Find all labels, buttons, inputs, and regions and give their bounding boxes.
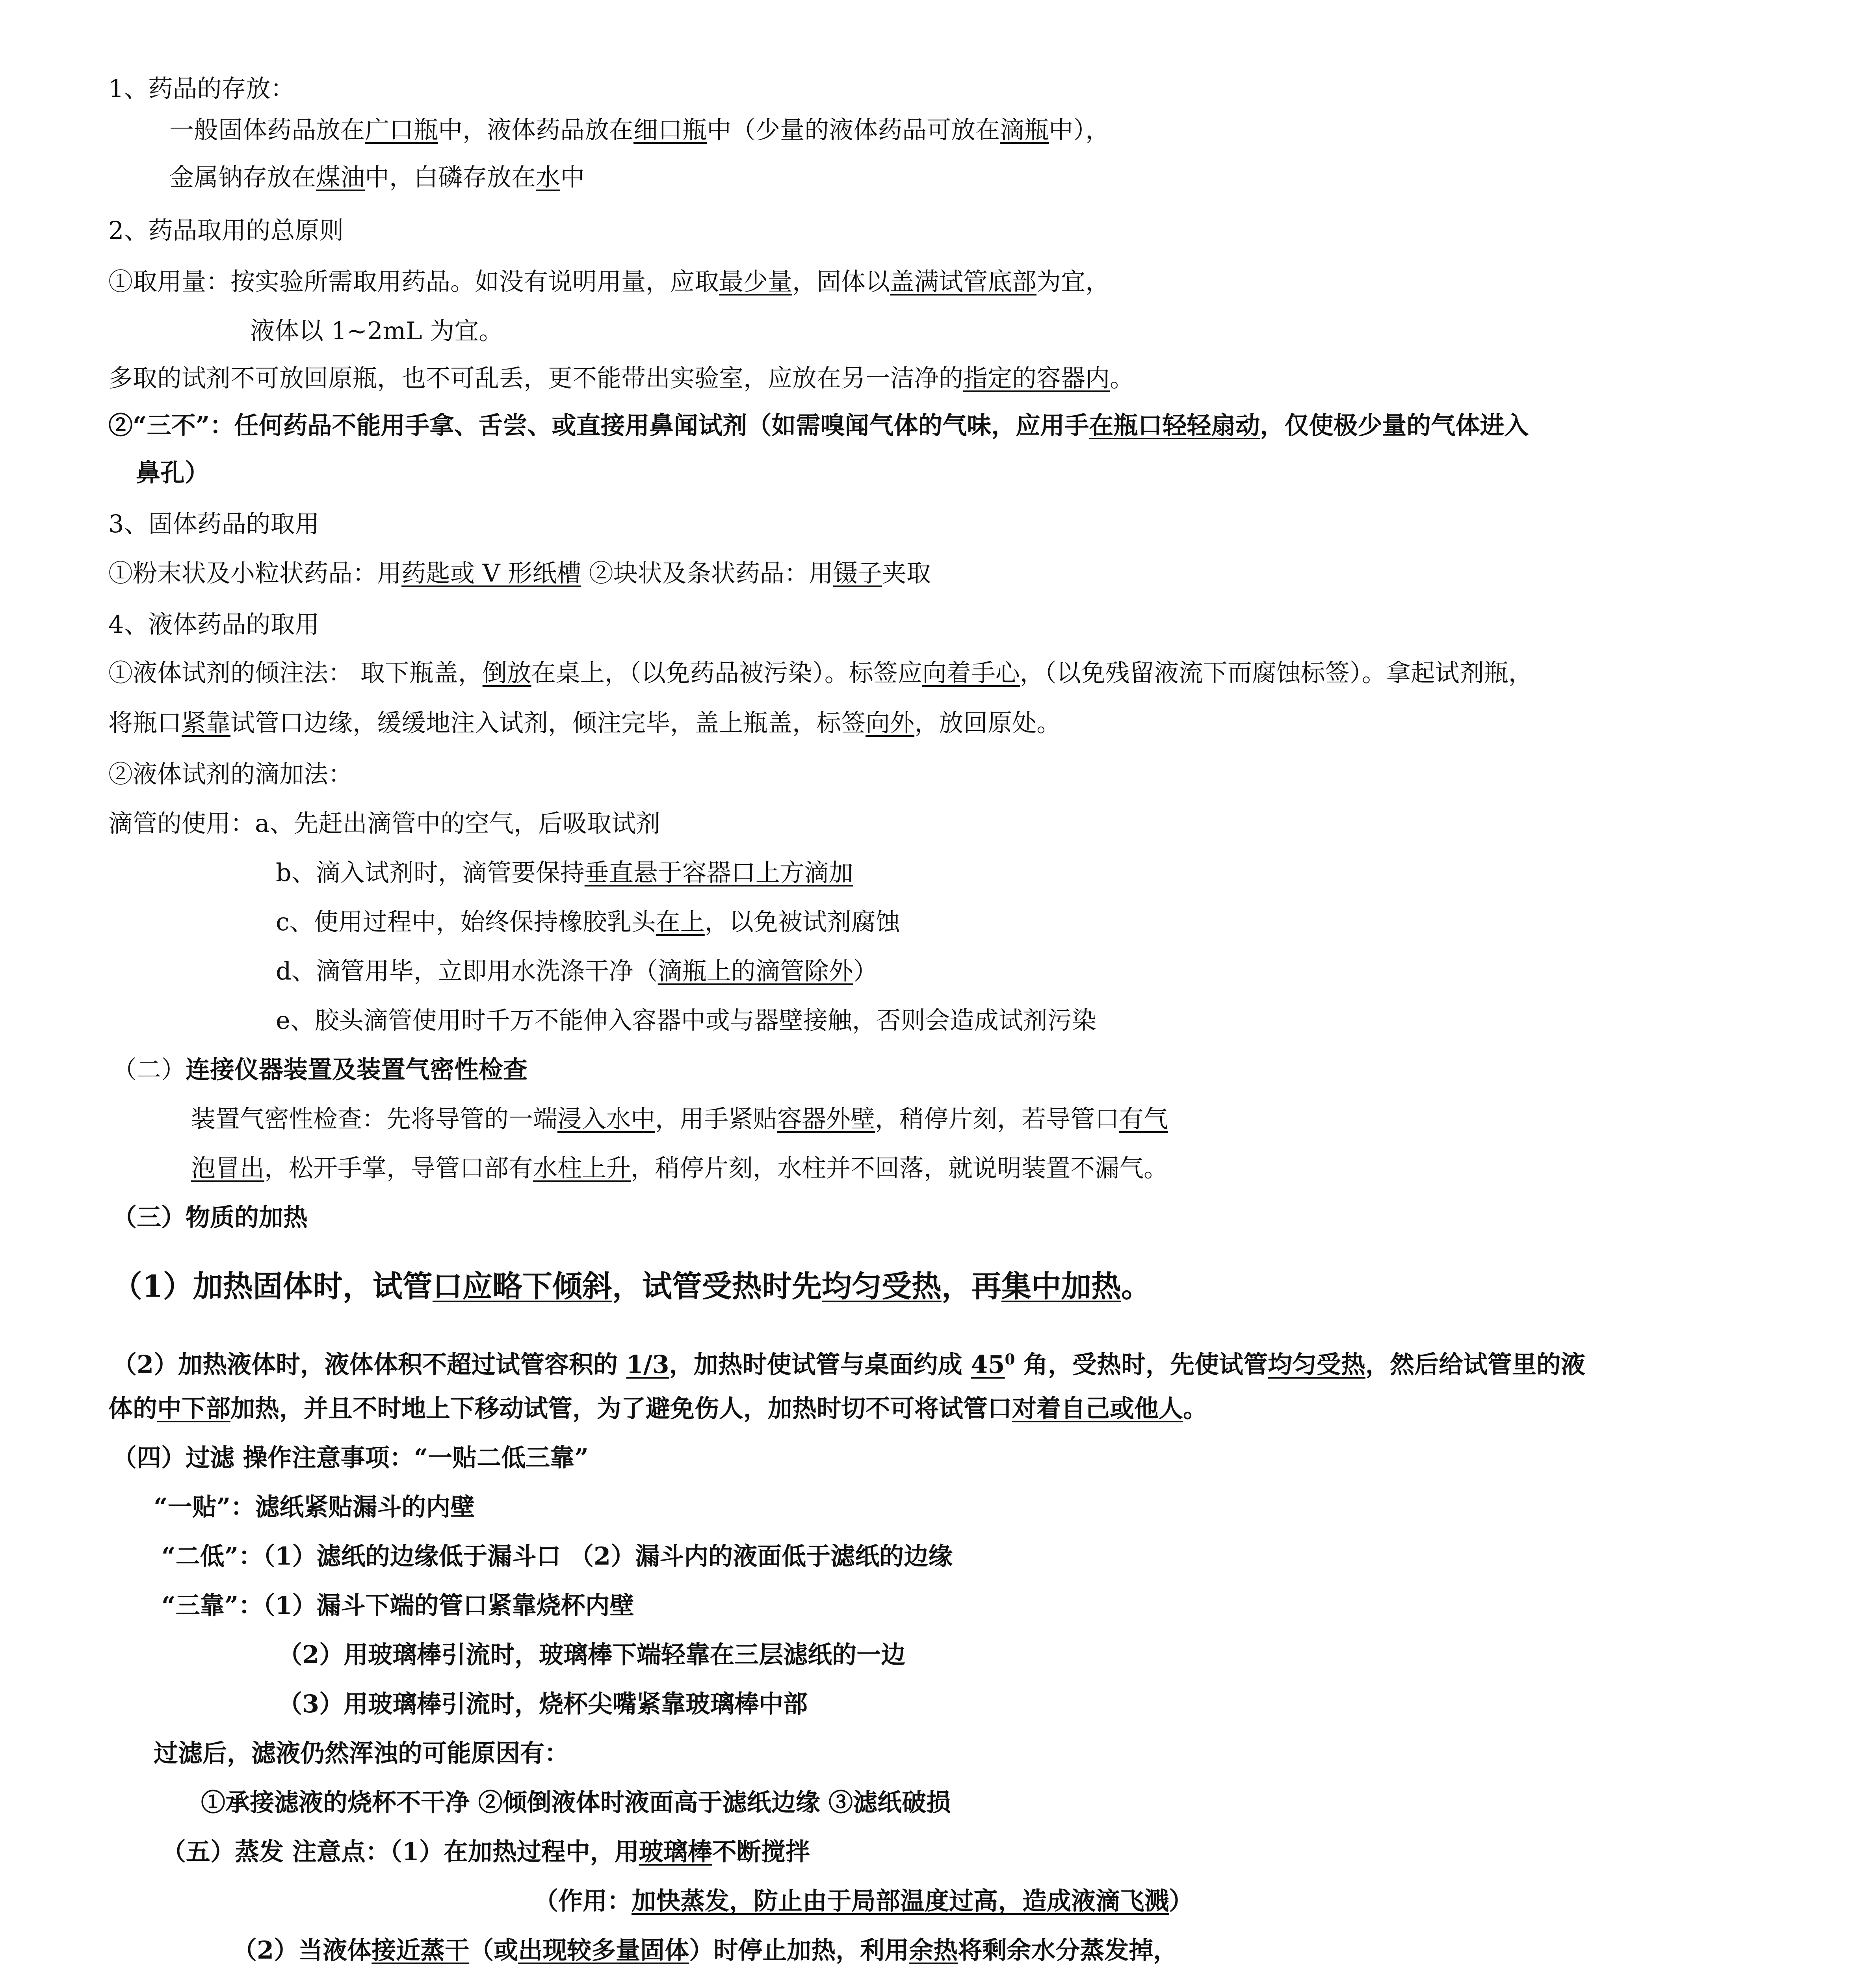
text-line — [162, 1590, 634, 1621]
text-line — [108, 215, 344, 246]
text-segment: ，松开手掌，导管口部有 — [264, 1154, 533, 1182]
text-segment: 中，液体药品放在 — [438, 115, 634, 144]
text-line — [108, 73, 295, 104]
underlined-key-term: 向外 — [866, 708, 915, 737]
text-segment: ） — [1169, 1886, 1194, 1915]
text-line — [278, 1688, 808, 1720]
underlined-key-term: 玻璃棒 — [639, 1837, 712, 1866]
text-segment: 角，受热时，先使试管 — [1015, 1350, 1268, 1379]
text-line — [108, 808, 660, 839]
underlined-key-term: 出现较多量固体 — [518, 1936, 689, 1964]
underlined-key-term: 镊子 — [833, 559, 882, 587]
underlined-key-term: 紧靠 — [182, 708, 231, 737]
text-segment: （四）过滤 操作注意事项：“一贴二低三靠” — [112, 1443, 589, 1472]
text-segment: 中（少量的液体药品可放在 — [707, 115, 1000, 144]
text-segment: ，以免被试剂腐蚀 — [704, 907, 900, 936]
underlined-key-term: 药匙或 V 形纸槽 — [401, 559, 581, 587]
text-line — [276, 906, 900, 938]
text-segment: 在桌上，（以免药品被污染）。标签应 — [531, 658, 922, 687]
text-line — [162, 1541, 953, 1572]
text-segment: （1）加热固体时，试管 — [112, 1269, 433, 1304]
text-segment: 连接仪器装置及装置气密性检查 — [186, 1055, 528, 1084]
text-line — [108, 657, 1533, 689]
text-segment: ，固体以 — [792, 267, 890, 296]
text-segment: 体的 — [108, 1394, 158, 1423]
text-line — [276, 1005, 1096, 1036]
text-segment: 液体以 1~2mL 为宜。 — [250, 316, 503, 345]
text-segment: ，稍停片刻，若导管口 — [875, 1104, 1120, 1133]
text-segment: “一贴”：滤纸紧贴漏斗的内壁 — [154, 1492, 475, 1521]
underlined-key-term: 对着自己或他人 — [1012, 1394, 1183, 1423]
text-segment: 鼻孔） — [136, 458, 210, 487]
text-line — [136, 457, 209, 489]
text-segment: ，仅使极少量的气体进入 — [1260, 411, 1529, 440]
underlined-key-term: 广口瓶 — [365, 115, 438, 144]
underlined-key-term: 在上 — [656, 907, 705, 936]
text-line — [250, 315, 503, 347]
text-line — [112, 1344, 1585, 1381]
text-line — [112, 1271, 1151, 1302]
text-segment: “三靠”：（1）漏斗下端的管口紧靠烧杯内壁 — [162, 1591, 634, 1620]
underlined-key-term: 接近蒸干 — [371, 1936, 470, 1964]
underlined-key-term: 水柱上升 — [533, 1154, 631, 1182]
text-line — [108, 266, 1110, 297]
text-segment: ，加热时使试管与桌面约成 — [669, 1350, 971, 1379]
text-segment: （2）用玻璃棒引流时，玻璃棒下端轻靠在三层滤纸的一边 — [278, 1640, 906, 1669]
underlined-key-term: 口应略下倾斜 — [432, 1269, 612, 1304]
text-segment: ①取用量：按实验所需取用药品。如没有说明用量，应取 — [108, 267, 719, 296]
underlined-key-term: 浸入水中 — [557, 1104, 656, 1133]
text-segment: （3）用玻璃棒引流时，烧杯尖嘴紧靠玻璃棒中部 — [278, 1689, 808, 1718]
text-segment: e、胶头滴管使用时千万不能伸入容器中或与器壁接触，否则会造成试剂污染 — [276, 1006, 1096, 1035]
text-line — [162, 1836, 810, 1868]
underlined-key-term: 在瓶口轻轻扇动 — [1089, 411, 1260, 440]
text-segment: 4、液体药品的取用 — [108, 610, 319, 639]
text-segment: 3、固体药品的取用 — [108, 509, 319, 538]
text-segment: ，（以免残留液流下而腐蚀标签）。拿起试剂瓶， — [1020, 658, 1533, 687]
underlined-key-term: 向着手心 — [922, 658, 1020, 687]
underlined-key-term: 均匀受热 — [821, 1269, 942, 1304]
text-segment: ①粉末状及小粒状药品：用 — [108, 559, 402, 587]
text-line — [154, 1491, 475, 1523]
text-segment: ，稍停片刻，水柱并不回落，就说明装置不漏气。 — [631, 1154, 1168, 1182]
underlined-key-term: 煤油 — [316, 163, 365, 191]
text-segment: ，放回原处。 — [914, 708, 1061, 737]
text-segment: （2）加热液体时，液体体积不超过试管容积的 — [112, 1350, 626, 1379]
text-line — [232, 1935, 1178, 1966]
underlined-key-term: 集中加热 — [1001, 1269, 1121, 1304]
text-segment: （三）物质的加热 — [112, 1203, 308, 1232]
underlined-key-term: 水 — [536, 163, 561, 191]
underlined-key-term: 容器外壁 — [777, 1104, 875, 1133]
text-line — [108, 508, 319, 540]
text-segment: 0 — [1005, 1351, 1015, 1368]
text-line — [169, 162, 585, 193]
text-line — [191, 1103, 1168, 1135]
text-segment: 。 — [1183, 1394, 1208, 1423]
text-line — [108, 558, 931, 589]
text-line — [534, 1885, 1193, 1917]
text-line — [108, 362, 1134, 394]
underlined-key-term: 加快蒸发，防止由于局部温度过高，造成液滴飞溅 — [632, 1886, 1169, 1915]
text-segment: ①承接滤液的烧杯不干净 ②倾倒液体时液面高于滤纸边缘 ③滤纸破损 — [201, 1788, 951, 1817]
text-segment: d、滴管用毕，立即用水洗涤干净（ — [276, 957, 658, 985]
underlined-key-term: 1/3 — [626, 1350, 669, 1379]
underlined-key-term: 均匀受热 — [1268, 1350, 1366, 1379]
text-segment: ，试管受热时先 — [612, 1269, 822, 1304]
text-line — [112, 1054, 528, 1085]
underlined-key-term: 余热 — [909, 1936, 958, 1964]
text-segment: 中）， — [1049, 115, 1110, 144]
text-segment: ） — [853, 957, 878, 985]
underlined-key-term: 45 — [971, 1350, 1005, 1379]
text-line — [191, 1152, 1168, 1184]
underlined-key-term: 中下部 — [157, 1394, 231, 1423]
text-segment: 装置气密性检查：先将导管的一端 — [191, 1104, 558, 1133]
text-segment: 夹取 — [882, 559, 931, 587]
underlined-key-term: 滴瓶上的滴管除外 — [658, 957, 853, 985]
text-segment: 中 — [560, 163, 585, 191]
text-line — [278, 1639, 905, 1671]
text-segment: 中，白磷存放在 — [365, 163, 536, 191]
text-segment: 2、药品取用的总原则 — [108, 216, 344, 245]
text-segment: ，用手紧贴 — [655, 1104, 778, 1133]
underlined-key-term: 有气 — [1119, 1104, 1168, 1133]
text-segment: 加热，并且不时地上下移动试管，为了避免伤人，加热时切不可将试管口 — [230, 1394, 1012, 1423]
text-segment: ，然后给试管里的液 — [1365, 1350, 1586, 1379]
underlined-key-term: 滴瓶 — [1000, 115, 1049, 144]
underlined-key-term: 细口瓶 — [633, 115, 707, 144]
text-line — [108, 758, 353, 790]
text-segment: ②液体试剂的滴加法： — [108, 760, 353, 788]
text-segment: 1、药品的存放： — [108, 74, 295, 103]
text-line — [108, 609, 319, 640]
text-segment: b、滴入试剂时，滴管要保持 — [276, 858, 585, 887]
text-segment: 为宜， — [1036, 267, 1110, 296]
text-segment: （作用： — [534, 1886, 632, 1915]
text-segment: （2）当液体 — [232, 1936, 372, 1964]
underlined-key-term: 最少量 — [719, 267, 793, 296]
text-line — [112, 1442, 589, 1474]
text-line — [201, 1787, 951, 1818]
underlined-key-term: 泡冒出 — [191, 1154, 265, 1182]
underlined-key-term: 垂直悬于容器口上方滴加 — [584, 858, 853, 887]
text-segment: 将瓶口 — [108, 708, 182, 737]
text-segment: 滴管的使用：a、先赶出滴管中的空气，后吸取试剂 — [108, 809, 660, 838]
text-segment: 过滤后，滤液仍然浑浊的可能原因有： — [154, 1739, 569, 1767]
underlined-key-term: 盖满试管底部 — [890, 267, 1037, 296]
text-segment: 多取的试剂不可放回原瓶，也不可乱丢，更不能带出实验室，应放在另一洁净的 — [108, 364, 964, 392]
text-segment: ，再 — [941, 1269, 1001, 1304]
text-line — [108, 707, 1061, 739]
text-segment: ①液体试剂的倾注法： 取下瓶盖， — [108, 658, 483, 687]
text-line — [276, 857, 853, 888]
text-segment: 。 — [1121, 1269, 1151, 1304]
text-segment: 试管口边缘，缓缓地注入试剂，倾注完毕，盖上瓶盖，标签 — [230, 708, 866, 737]
text-segment: “二低”：（1）滤纸的边缘低于漏斗口 （2）漏斗内的液面低于滤纸的边缘 — [162, 1542, 953, 1570]
text-line — [276, 955, 878, 987]
text-segment: ）时停止加热，利用 — [689, 1936, 909, 1964]
text-segment: ②块状及条状药品：用 — [581, 559, 833, 587]
text-segment: （五）蒸发 注意点：（1）在加热过程中，用 — [162, 1837, 639, 1866]
underlined-key-term: 倒放 — [482, 658, 531, 687]
text-segment: c、使用过程中，始终保持橡胶乳头 — [276, 907, 656, 936]
underlined-key-term: 指定的容器内 — [963, 364, 1110, 392]
text-segment: 不断搅拌 — [712, 1837, 810, 1866]
text-segment: 将剩余水分蒸发掉， — [958, 1936, 1178, 1964]
text-segment: （或 — [469, 1936, 518, 1964]
text-line — [169, 114, 1110, 146]
text-segment: 金属钠存放在 — [169, 163, 316, 191]
text-line — [154, 1738, 569, 1769]
text-line — [108, 410, 1529, 441]
text-line — [108, 1393, 1207, 1424]
text-line — [112, 1202, 308, 1233]
text-segment: 。 — [1110, 364, 1135, 392]
text-segment: （二） — [112, 1055, 186, 1084]
text-segment: ②“三不”：任何药品不能用手拿、舌尝、或直接用鼻闻试剂（如需嗅闻气体的气味，应用手 — [108, 411, 1089, 440]
text-segment: 一般固体药品放在 — [169, 115, 365, 144]
